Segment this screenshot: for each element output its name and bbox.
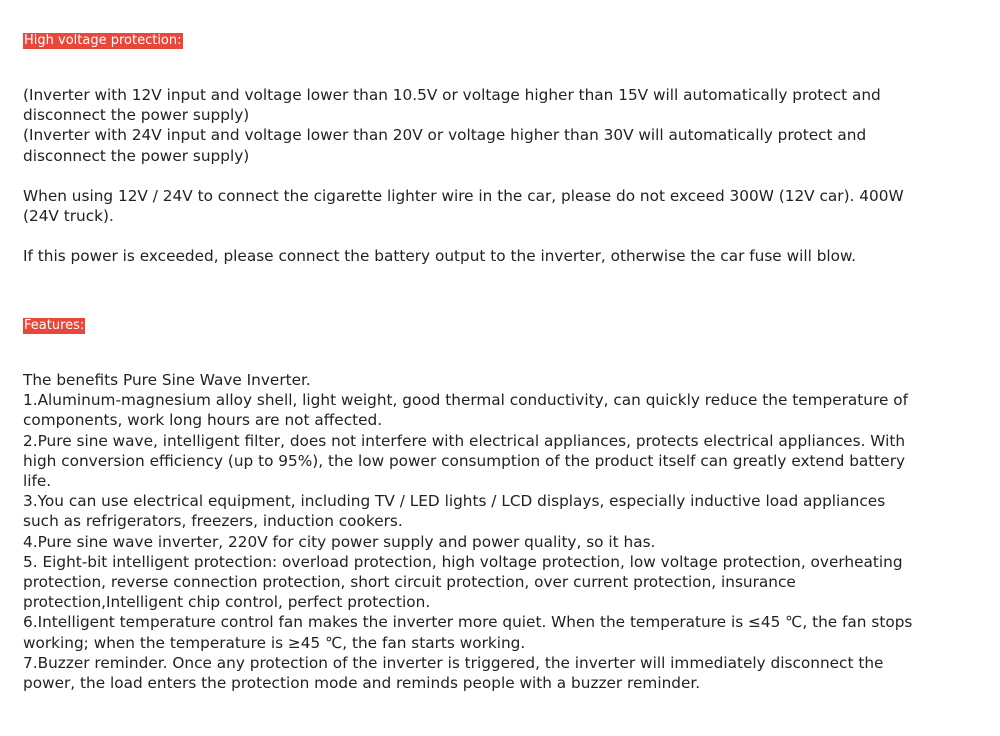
feature-line: The benefits Pure Sine Wave Inverter. xyxy=(23,371,311,389)
text-line: disconnect the power supply) xyxy=(23,106,250,125)
section-heading-features: Features: xyxy=(24,318,85,333)
text-line: disconnect the power supply) xyxy=(23,146,250,165)
feature-line: 6.Intelligent temperature control fan makes the inverter more quiet. When the temperature is ≤45 ℃, the fan stops xyxy=(23,613,913,632)
text-line: (Inverter with 12V input and voltage lower than 10.5V or voltage higher than 15V will automatically protect and xyxy=(23,86,881,104)
feature-line: 4.Pure sine wave inverter, 220V for city power supply and power quality, so it has. xyxy=(23,532,656,551)
text-line: (24V truck). xyxy=(23,207,114,226)
text-line: When using 12V / 24V to connect the cigarette lighter wire in the car, please do not exceed 300W (12V car). 400W xyxy=(23,187,904,205)
features-list xyxy=(23,370,963,693)
feature-line: protection,Intelligent chip control, perfect protection. xyxy=(23,593,431,612)
feature-line: high conversion efficiency (up to 95%), the low power consumption of the product itself can greatly extend battery xyxy=(23,451,906,470)
feature-line: 2.Pure sine wave, intelligent filter, does not interfere with electrical appliances, protects electrical appliances. With xyxy=(23,431,906,450)
text-line: If this power is exceeded, please connect the battery output to the inverter, otherwise the car fuse will blow. xyxy=(23,247,856,265)
cigarette-lighter-note xyxy=(23,186,963,226)
feature-line: such as refrigerators, freezers, induction cookers. xyxy=(23,512,403,531)
feature-line: 1.Aluminum-magnesium alloy shell, light weight, good thermal conductivity, can quickly reduce the temperature of xyxy=(23,391,908,410)
feature-line: protection, reverse connection protection, short circuit protection, over current protection, insurance xyxy=(23,573,796,592)
feature-line: 7.Buzzer reminder. Once any protection of the inverter is triggered, the inverter will immediately disconnect the xyxy=(23,653,884,672)
feature-line: power, the load enters the protection mode and reminds people with a buzzer reminder. xyxy=(23,674,701,693)
feature-line: life. xyxy=(23,472,52,491)
feature-line: 3.You can use electrical equipment, including TV / LED lights / LCD displays, especially inductive load appliances xyxy=(23,492,886,511)
voltage-protection-text xyxy=(23,85,963,166)
text-line: (Inverter with 24V input and voltage lower than 20V or voltage higher than 30V will automatically protect and xyxy=(23,126,867,145)
feature-line: components, work long hours are not affected. xyxy=(23,411,383,430)
feature-line: working; when the temperature is ≥45 ℃, the fan starts working. xyxy=(23,633,526,652)
section-heading-high-voltage: High voltage protection: xyxy=(24,33,182,48)
power-exceeded-note xyxy=(23,246,963,266)
feature-line: 5. Eight-bit intelligent protection: overload protection, high voltage protection, low voltage protection, overheating xyxy=(23,552,903,571)
